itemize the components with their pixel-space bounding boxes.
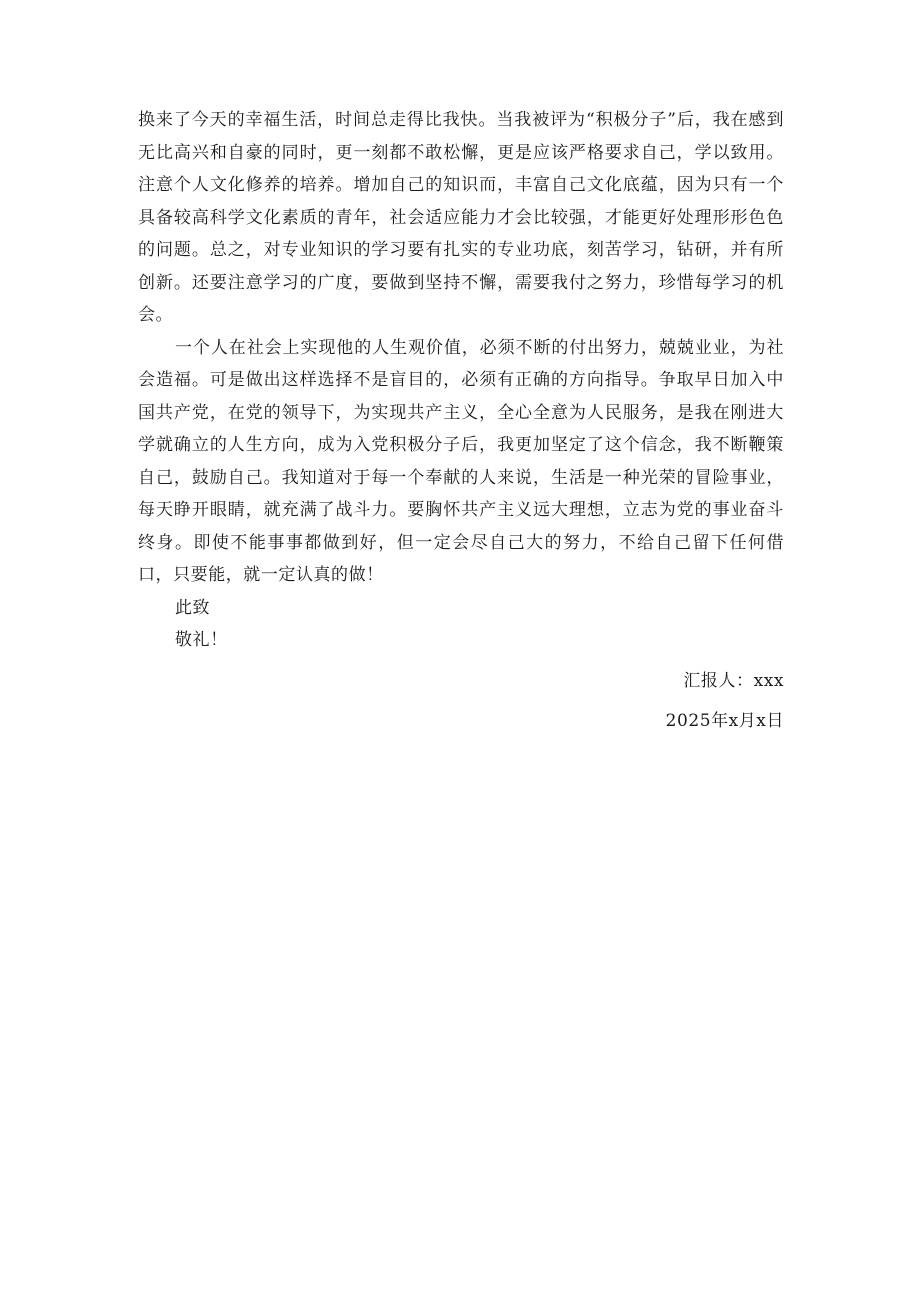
paragraph-main: 一个人在社会上实现他的人生观价值，必须不断的付出努力，兢兢业业，为社会造福。可是做出这样选择不是盲目的，必须有正确的方向指导。争取早日加入中国共产党，在党的领导下，为实现共产主义，全心全意为人民服务，是我在刚进大学就确立的人生方向，成为入党积极分子后，我更加坚定了这个信念，我不断鞭策自己，鼓励自己。我知道对于每一个奉献的人来说，生活是一种光荣的冒险事业，每天睁开眼睛，就充满了战斗力。要胸怀共产主义远大理想，立志为党的事业奋斗终身。即使不能事事都做到好，但一定会尽自己大的努力，不给自己留下任何借口，只要能，就一定认真的做！ [138,337,784,585]
report-date: 2025年x月x日 [665,711,784,731]
closing-salutation: 此致 [175,597,211,618]
reporter-signature: 汇报人：xxx [683,670,784,691]
paragraph-continued: 换来了今天的幸福生活，时间总走得比我快。当我被评为“积极分子”后，我在感到无比高兴和自豪的同时，更一刻都不敢松懈，更是应该严格要求自己，学以致用。注意个人文化修养的培养。增加自己的知识而，丰富自己文化底蕴，因为只有一个具备较高科学文化素质的青年，社会适应能力才会比较强，才能更好处理形形色色的问题。总之，对专业知识的学习要有扎实的专业功底，刻苦学习，钻研，并有所创新。还要注意学习的广度，要做到坚持不懈，需要我付之努力，珍惜每学习的机会。 [138,110,784,325]
closing-respect: 敬礼！ [175,630,228,650]
letter-body [138,104,784,738]
